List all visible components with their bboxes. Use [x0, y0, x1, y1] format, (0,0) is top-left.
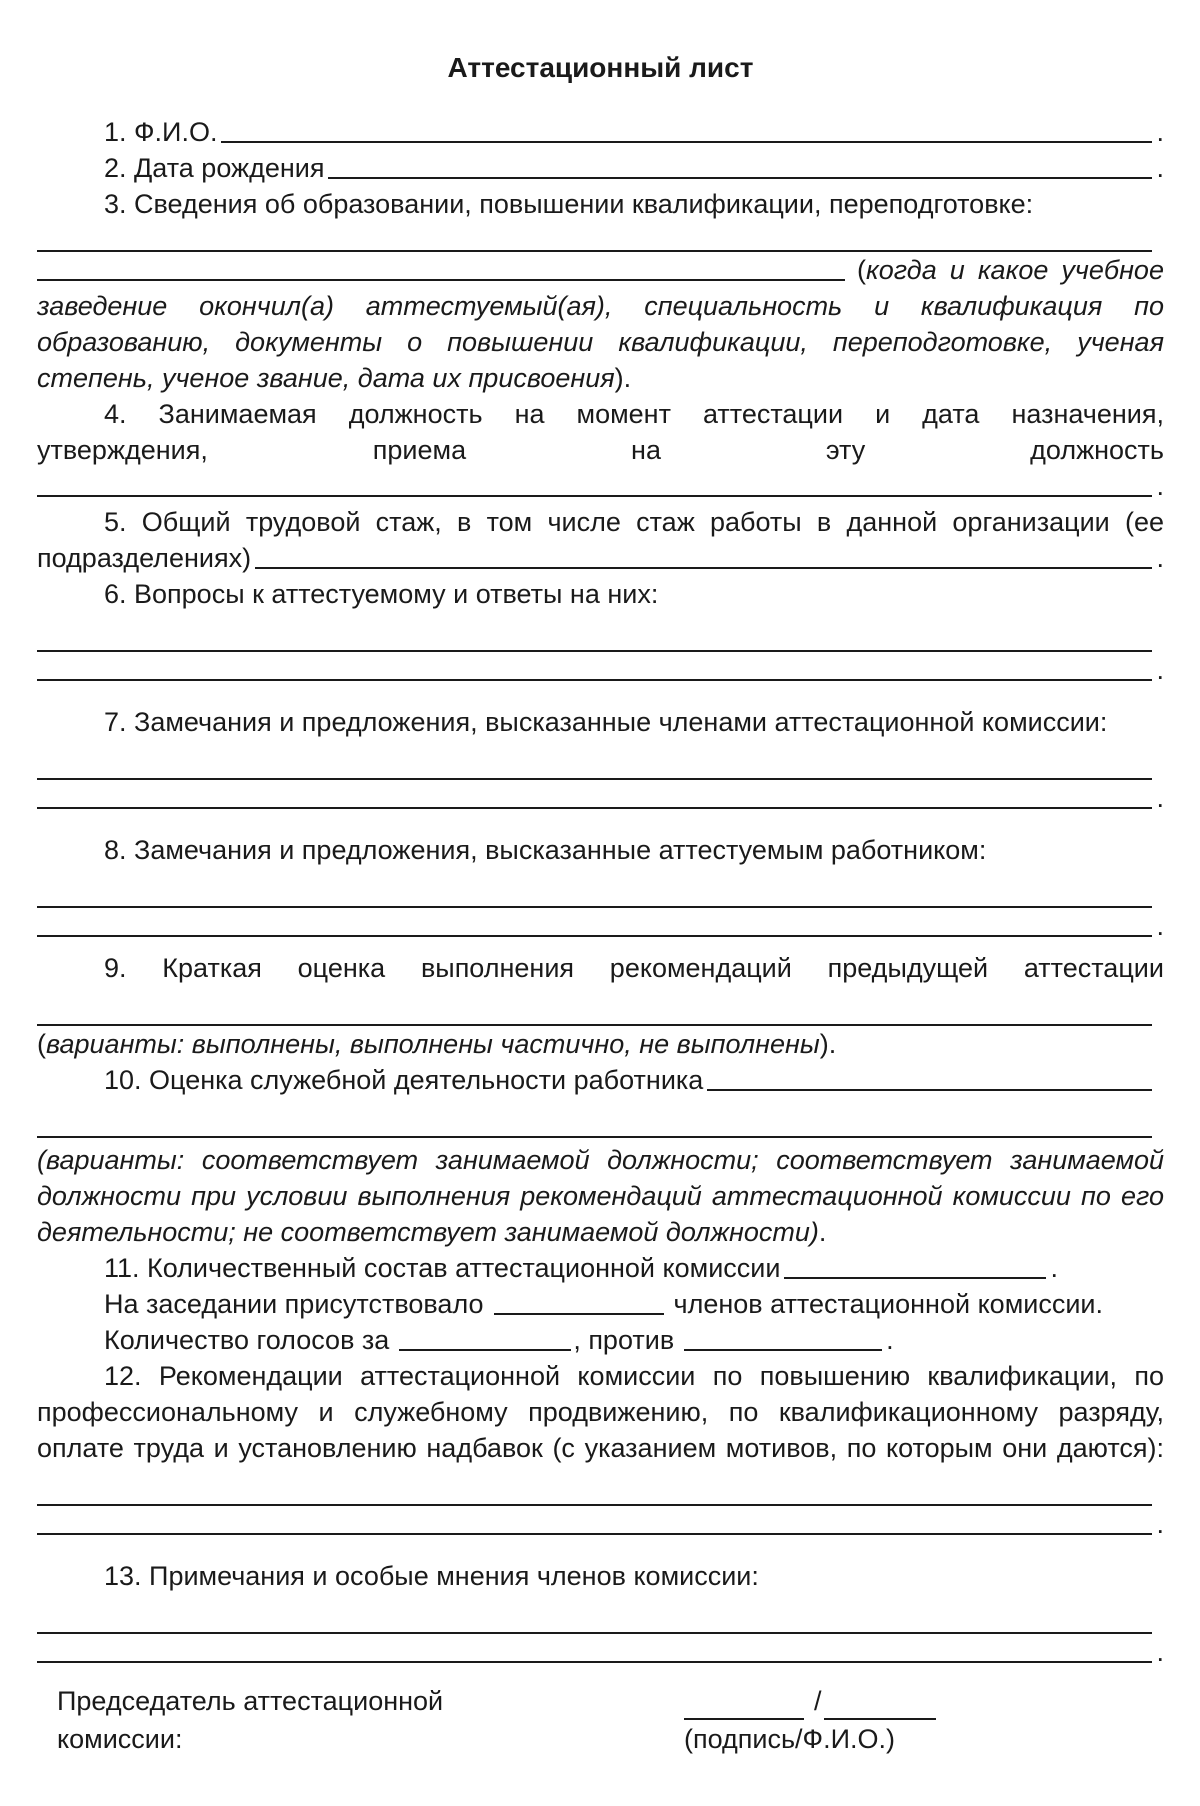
item-commission-size [37, 1250, 1164, 1286]
notes-field-row-2 [37, 1634, 1164, 1670]
word: момент [576, 399, 671, 429]
hint-open: ( [857, 255, 866, 285]
word: и [875, 399, 891, 429]
item-position [37, 396, 1164, 432]
prev-recommendations-hint-text: варианты: выполнены, выполнены частично, не выполнены [46, 1029, 820, 1059]
birth-date-field[interactable] [328, 177, 1152, 179]
education-hint [37, 288, 1164, 396]
item-performance [37, 1062, 1164, 1098]
label-votes-for: Количество голосов за [104, 1325, 390, 1355]
period: . [1156, 1637, 1164, 1667]
label-commission-size: 11. Количественный состав аттестационной комиссии [104, 1253, 781, 1283]
label-present-cont: членов аттестационной комиссии. [673, 1289, 1104, 1319]
period: . [1156, 153, 1164, 183]
item-commission-remarks [37, 704, 1164, 740]
employee-remarks-row-2 [37, 908, 1164, 944]
item-present [37, 1286, 1164, 1322]
label-experience: 5. Общий трудовой стаж, в том числе стаж работы в данной организации (ее [104, 507, 1164, 537]
position-field-row [37, 468, 1164, 504]
slash: / [814, 1686, 822, 1716]
word: назначения, [1011, 399, 1164, 429]
period: . [1156, 1509, 1164, 1539]
label-notes: 13. Примечания и особые мнения членов комиссии: [104, 1561, 759, 1591]
item-recommendations [37, 1358, 1164, 1466]
votes-for-field[interactable] [399, 1349, 571, 1351]
item-full-name [37, 114, 1164, 150]
word: Краткая [162, 953, 262, 983]
experience-field[interactable] [255, 567, 1152, 569]
word: на [514, 399, 545, 429]
item-notes [37, 1558, 1164, 1594]
recommendations-field-line-2[interactable] [37, 1533, 1152, 1535]
label-questions: 6. Вопросы к аттестуемому и ответы на них: [104, 579, 659, 609]
word: 4. [104, 399, 127, 429]
period: . [818, 1217, 827, 1247]
item-education [37, 186, 1164, 222]
full-name-field[interactable] [221, 141, 1152, 143]
prev-recommendations-hint [37, 1026, 1164, 1062]
label-present: На заседании присутствовало [104, 1289, 484, 1319]
recommendations-field-row-2 [37, 1506, 1164, 1542]
period: . [1156, 911, 1164, 941]
signature-caption: (подпись/Ф.И.О.) [684, 1724, 895, 1754]
employee-remarks-line-2[interactable] [37, 935, 1152, 937]
prev-recommendations-field[interactable] [37, 986, 1152, 1026]
education-hint-text: заведение окончил(а) аттестуемый(ая), специальность и квалификация по образованию, документы о повышении квалификации, переподготовке, ученая степень, ученое звание, дата их присвоения [37, 291, 1164, 393]
votes-against-field[interactable] [684, 1349, 882, 1351]
label-commission-remarks: 7. Замечания и предложения, высказанные членами аттестационной комиссии: [104, 707, 1108, 737]
experience-field-row [37, 540, 1164, 576]
commission-remarks-row-2 [37, 780, 1164, 816]
notes-field-line-2[interactable] [37, 1661, 1152, 1663]
period: . [1156, 783, 1164, 813]
period: . [1156, 543, 1164, 573]
signature-fields [684, 1682, 936, 1758]
chairman-role-line1: Председатель аттестационной [57, 1686, 444, 1716]
recommendations-field-line-1[interactable] [37, 1466, 1152, 1506]
label-full-name: 1. Ф.И.О. [104, 117, 218, 147]
position-field[interactable] [37, 495, 1152, 497]
questions-field-line-2[interactable] [37, 679, 1152, 681]
performance-field[interactable] [707, 1089, 1152, 1091]
commission-remarks-line-2[interactable] [37, 807, 1152, 809]
commission-size-field[interactable] [784, 1277, 1046, 1279]
word: рекомендаций [609, 953, 792, 983]
word: должность [1030, 435, 1164, 465]
label-birth-date: 2. Дата рождения [104, 153, 325, 183]
hint-close: ). [819, 1029, 837, 1059]
period: . [1156, 655, 1164, 685]
word: утверждения, [37, 435, 208, 465]
word: предыдущей [827, 953, 989, 983]
questions-field-row-2 [37, 652, 1164, 688]
item-prev-recommendations [37, 950, 1164, 986]
word: Занимаемая [158, 399, 317, 429]
chairman-name-field[interactable] [824, 1692, 936, 1720]
period: . [1156, 471, 1164, 501]
performance-hint [37, 1142, 1164, 1250]
item-votes [37, 1322, 1164, 1358]
item-employee-remarks [37, 832, 1164, 868]
present-count-field[interactable] [494, 1313, 664, 1315]
notes-field-line-1[interactable] [37, 1594, 1152, 1634]
chairman-role-line2: комиссии: [57, 1724, 183, 1754]
word: оценка [297, 953, 386, 983]
performance-hint-text: (варианты: соответствует занимаемой должности; соответствует занимаемой должности при условии выполнения рекомендаций аттестационной комиссии по его деятельности; не соответствует занимаемой должности) [37, 1145, 1164, 1247]
period: . [1050, 1253, 1058, 1283]
employee-remarks-line-1[interactable] [37, 868, 1152, 908]
label-education: 3. Сведения об образовании, повышении квалификации, переподготовке: [104, 189, 1034, 219]
page-title: Аттестационный лист [447, 52, 754, 83]
word: 9. [104, 953, 127, 983]
item-questions [37, 576, 1164, 612]
chairman-label [57, 1682, 443, 1758]
word: на [631, 435, 661, 465]
word: аттестации [702, 399, 844, 429]
hint-open: ( [37, 1029, 46, 1059]
word: должность [348, 399, 483, 429]
label-employee-remarks: 8. Замечания и предложения, высказанные аттестуемым работником: [104, 835, 987, 865]
word: выполнения [420, 953, 575, 983]
education-hint-line1: когда и какое учебное [866, 255, 1164, 285]
commission-remarks-line-1[interactable] [37, 740, 1152, 780]
signature-field[interactable] [684, 1692, 804, 1720]
item-experience [37, 504, 1164, 540]
word: аттестации [1023, 953, 1164, 983]
word: эту [825, 435, 866, 465]
attestation-sheet [37, 48, 1164, 1670]
performance-field-line-2[interactable] [37, 1098, 1152, 1138]
word: приема [372, 435, 467, 465]
education-field-line-1[interactable] [37, 222, 1152, 252]
item-birth-date [37, 150, 1164, 186]
hint-close: ). [614, 363, 632, 393]
label-performance: 10. Оценка служебной деятельности работника [104, 1065, 704, 1095]
word: дата [922, 399, 980, 429]
item-position-line2 [37, 432, 1164, 468]
education-field-row-2 [37, 252, 1164, 288]
questions-field-line-1[interactable] [37, 612, 1152, 652]
education-field-line-2[interactable] [37, 279, 845, 281]
label-votes-against: , против [573, 1325, 675, 1355]
period: . [1156, 117, 1164, 147]
label-experience-cont: подразделениях) [37, 543, 252, 573]
label-recommendations: 12. Рекомендации аттестационной комиссии по повышению квалификации, по профессиональному и служебному продвижению, по квалификационному разряду, оплате труда и установлению надбавок (с указанием мотивов, по которым они даются): [37, 1361, 1164, 1463]
period: . [886, 1325, 894, 1355]
